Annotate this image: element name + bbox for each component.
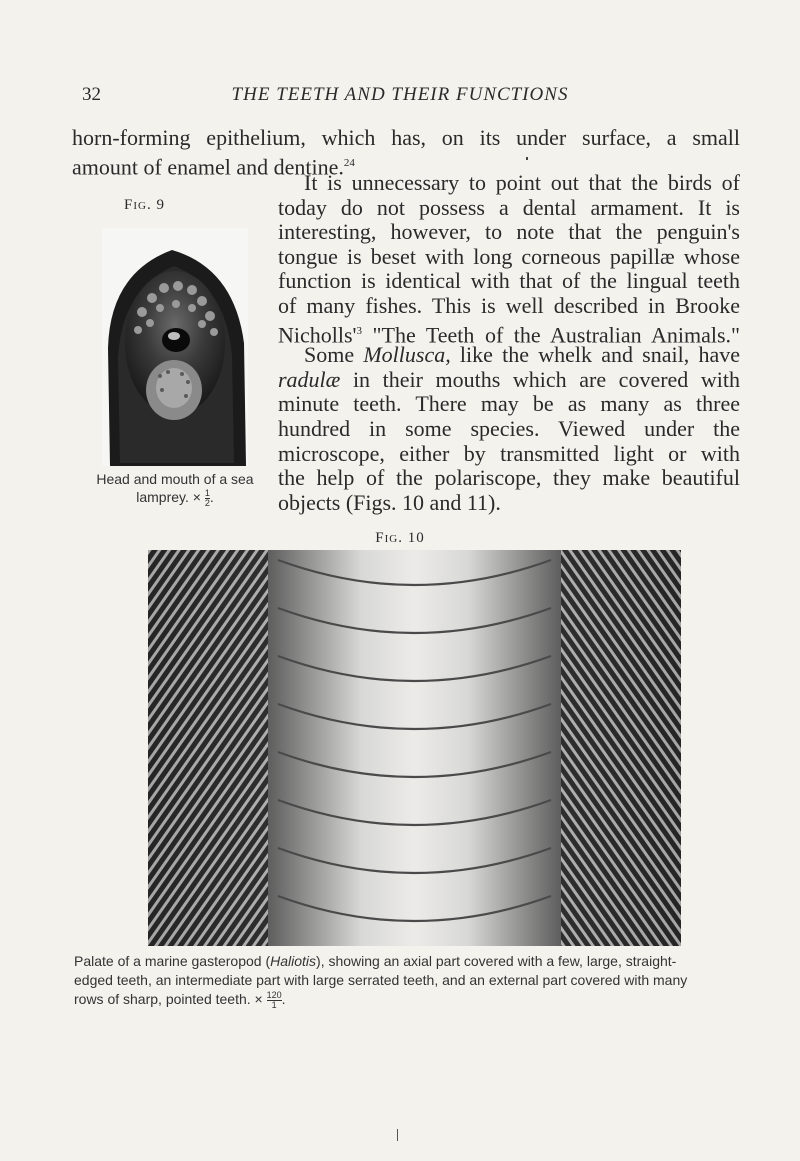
figure-9-caption-line-2-text: lamprey. × bbox=[136, 489, 201, 505]
figure-9-scale-fraction bbox=[205, 489, 210, 508]
right-line-8b: like the whelk and snail, have bbox=[450, 342, 740, 368]
print-mark bbox=[397, 1129, 398, 1141]
right-line-4: tongue is beset with long corneous papillæ whose bbox=[278, 243, 740, 269]
right-line-8a: Some bbox=[304, 342, 364, 368]
right-line-8-italic: Mollusca, bbox=[363, 342, 451, 368]
right-line-6: of many fishes. This is well described in Brooke bbox=[278, 292, 740, 318]
figure-10-radula-image bbox=[148, 550, 681, 946]
right-line-9b: in their mouths which are covered with bbox=[340, 366, 740, 392]
running-header bbox=[82, 84, 718, 110]
figure-10-caption-line-1 bbox=[74, 952, 742, 971]
figure-9-caption-line-1: Head and mouth of a sea bbox=[96, 471, 254, 487]
figure-10-label: Fig. 10 bbox=[375, 530, 425, 546]
figure-10-caption bbox=[74, 952, 742, 1010]
figure-10-scale-den: 1 bbox=[271, 999, 277, 1010]
right-line-12: microscope, either by transmitted light or with bbox=[278, 440, 740, 466]
figure-10-scale-num: 120 bbox=[266, 989, 282, 1000]
right-line-13: the help of the polariscope, they make beautiful bbox=[278, 465, 740, 491]
right-line-8 bbox=[278, 343, 740, 368]
figure-9-lamprey-image bbox=[102, 228, 248, 466]
right-column-text bbox=[278, 171, 740, 515]
right-line-5: function is identical with that of the lingual teeth bbox=[278, 268, 740, 294]
right-line-11: hundred in some species. Viewed under the bbox=[278, 415, 740, 441]
right-line-10: minute teeth. There may be as many as three bbox=[278, 391, 740, 417]
print-speck bbox=[526, 157, 528, 160]
body-line-2-text: amount of enamel and dentine. bbox=[72, 154, 344, 180]
figure-10-caption-line-3-text: rows of sharp, pointed teeth. × bbox=[74, 991, 263, 1007]
right-line-3: interesting, however, to note that the penguin's bbox=[278, 219, 740, 245]
figure-10-scale-fraction bbox=[267, 991, 282, 1010]
figure-9-scale-den: 2 bbox=[204, 497, 210, 508]
right-line-2: today do not possess a dental armament. It is bbox=[278, 194, 740, 220]
page-number: 32 bbox=[82, 84, 101, 105]
right-line-9 bbox=[278, 368, 740, 393]
figure-10-caption-b: ), showing an axial part covered with a few, large, straight- bbox=[316, 953, 677, 969]
right-line-14: objects (Figs. 10 and 11). bbox=[278, 489, 501, 515]
right-line-1: It is unnecessary to point out that the birds of bbox=[304, 170, 740, 195]
figure-9-caption bbox=[80, 470, 270, 508]
right-line-7b: "The Teeth of the Australian Animals." bbox=[362, 321, 740, 347]
footnote-ref-3: 3 bbox=[356, 324, 363, 337]
running-title: THE TEETH AND THEIR FUNCTIONS bbox=[231, 84, 569, 105]
figure-10-caption-a: Palate of a marine gasteropod ( bbox=[74, 953, 271, 969]
right-line-7a: Nicholls' bbox=[278, 321, 357, 347]
figure-10-caption-line-2: edged teeth, an intermediate part with large serrated teeth, and an external part covered with many bbox=[74, 972, 688, 988]
body-line-1: horn-forming epithelium, which has, on its under surface, a small bbox=[72, 125, 740, 150]
figure-9-label: Fig. 9 bbox=[124, 197, 165, 213]
figure-9-scale-num: 1 bbox=[204, 487, 210, 498]
figure-10-caption-line-3: rows of sharp, pointed teeth. × $\frac{120}{1}$ . bbox=[74, 989, 286, 1010]
figure-9-caption-line-2: lamprey. × $\frac{1}{2}$ . bbox=[136, 487, 214, 508]
right-line-7 bbox=[278, 319, 740, 347]
right-line-9-italic: radulæ bbox=[278, 366, 341, 392]
footnote-ref-24: 24 bbox=[343, 157, 355, 169]
figure-10-caption-italic: Haliotis bbox=[270, 953, 317, 969]
